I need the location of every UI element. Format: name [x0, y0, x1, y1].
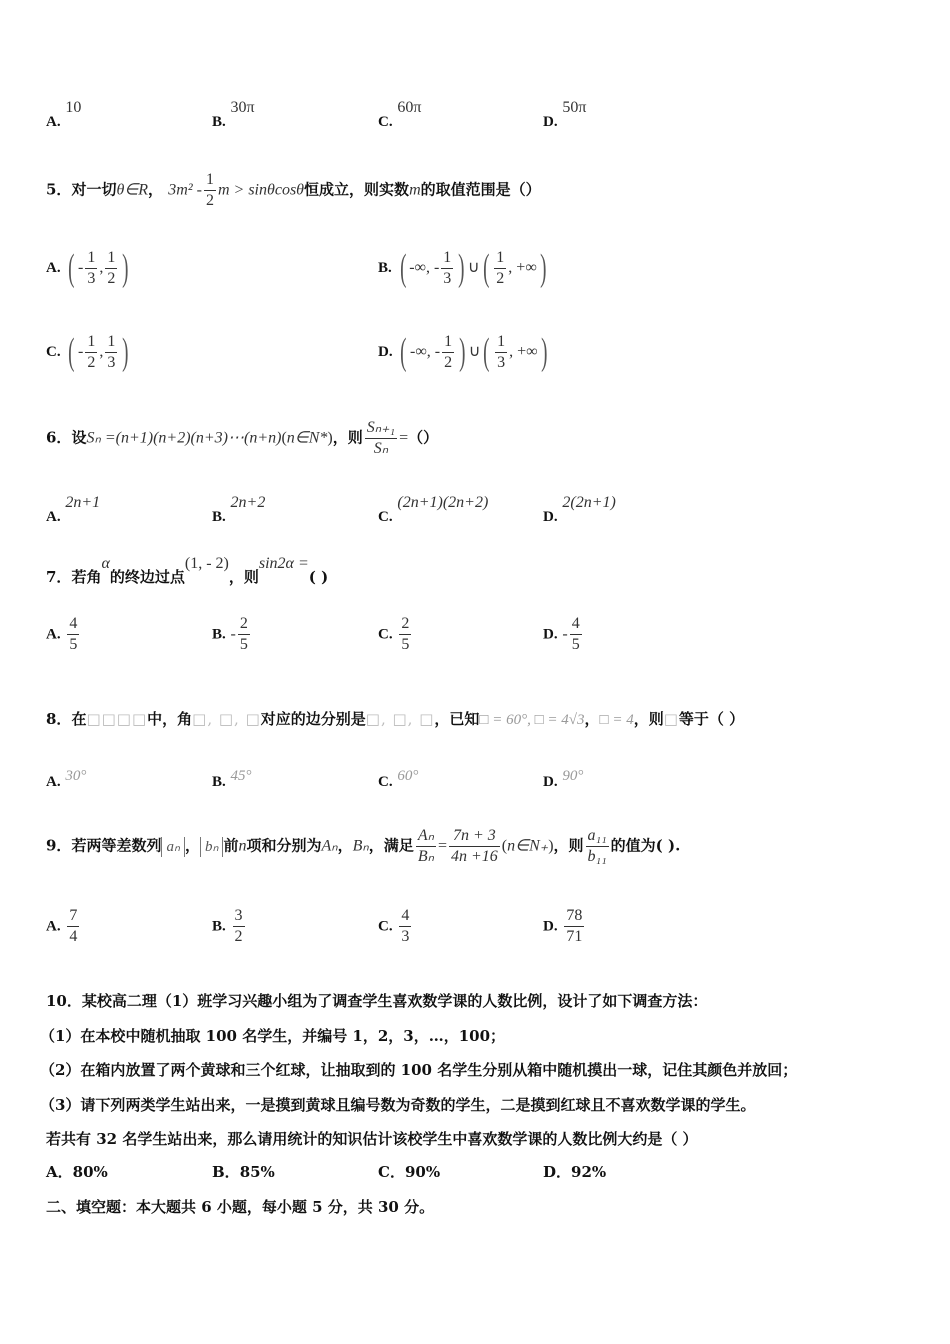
q7-text: 的终边过点: [109, 568, 185, 586]
q7-expr: sin2α =: [258, 555, 309, 572]
q6-frac: [365, 418, 397, 459]
option-label: D.: [543, 509, 558, 525]
frac-den: 2: [444, 353, 453, 371]
q9-option-a: [46, 906, 81, 947]
option-value: (2n+1)(2n+2): [397, 494, 489, 511]
q9-text: 前: [223, 836, 239, 855]
q6-eq: =: [399, 429, 409, 447]
q9-text: 的值为( ).: [610, 836, 681, 855]
option-value: 45°: [230, 768, 252, 784]
frac-num: 1: [204, 170, 216, 191]
q8-text: 在: [71, 710, 87, 728]
q10-option-c: [378, 1161, 440, 1182]
q4-option-b: [212, 99, 255, 131]
q9-option-b: [212, 906, 247, 947]
q7-alpha: α: [101, 555, 110, 572]
q7-option-c: [378, 614, 413, 655]
q9-text: 若两等差数列: [71, 836, 162, 855]
q6-text: 设: [71, 428, 87, 447]
frac-den: 3: [107, 353, 116, 371]
frac-num: 1: [441, 248, 453, 269]
q4-option-d: [543, 99, 587, 131]
q5-text: 恒成立，则实数: [304, 180, 410, 199]
option-label: D.: [543, 626, 558, 643]
option-value: 90%: [404, 1163, 441, 1181]
q5-ineq-frac: [204, 170, 216, 211]
q9-n: n: [238, 837, 247, 855]
frac-den: 3: [401, 928, 410, 945]
q5-stem: [46, 170, 541, 211]
opt-pre: -∞, -: [410, 343, 441, 360]
q6-option-a: [46, 494, 101, 526]
frac-den: 71: [566, 928, 583, 945]
option-value: 30π: [230, 99, 255, 116]
frac-num: 1: [85, 332, 97, 353]
option-label: A.: [46, 918, 61, 935]
option-frac: [564, 906, 584, 947]
q10-line-3: （2）在箱内放置了两个黄球和三个红球，让抽取到的 100 名学生分别从箱中随机摸出一球，记住其颜色并放回；: [40, 1061, 798, 1079]
frac-num: Aₙ: [416, 826, 436, 847]
option-frac: [399, 614, 411, 655]
opt-frac: [85, 248, 97, 289]
option-frac: [67, 906, 79, 947]
frac-num: a₁₁: [586, 826, 609, 847]
option-sign: -: [562, 625, 568, 643]
frac-den: 5: [401, 636, 410, 653]
option-label: B.: [212, 509, 226, 525]
opt-post: , +∞: [509, 343, 538, 360]
q9-text: ，: [337, 836, 353, 855]
option-label: B.: [212, 918, 226, 935]
q7-option-a: [46, 614, 81, 655]
option-value: 80%: [72, 1163, 108, 1181]
q9-frac: [586, 826, 609, 867]
frac-num: 2: [238, 614, 250, 635]
q8-text: 对应的边分别是: [260, 710, 366, 728]
q10-option-a: [46, 1161, 108, 1182]
q8-placeholder: □□□□: [86, 710, 148, 728]
option-label: C.: [46, 344, 61, 360]
opt-union: ∪: [468, 343, 481, 360]
q10-line-5: 若共有 32 名学生站出来，那么请用统计的知识估计该校学生中喜欢数学课的人数比例大约是（ ）: [46, 1130, 698, 1148]
option-value: 50π: [562, 99, 587, 116]
option-frac: [570, 614, 582, 655]
q5-option-a: A. ( - $\frac{1}{3}$ , $\frac{1}{2}$ ): [46, 247, 129, 289]
option-label: C.: [378, 918, 393, 935]
option-value: 2n+2: [230, 494, 266, 511]
opt-frac: [441, 248, 453, 289]
option-label: D.: [378, 344, 393, 360]
frac-den: 5: [571, 636, 580, 653]
option-label: B.: [378, 260, 392, 276]
q5-ineq-a: 3m² -: [168, 181, 202, 199]
frac-den: 5: [69, 636, 78, 653]
q6-option-d: [543, 494, 616, 526]
opt-sep: ,: [99, 343, 104, 360]
q10-line-4: （3）请下列两类学生站出来，一是摸到黄球且编号数为奇数的学生，二是摸到红球且不喜欢数学课的学生。: [40, 1096, 756, 1114]
q6-option-b: [212, 494, 266, 526]
q5-ineq-b: m > sinθcosθ: [217, 181, 305, 199]
option-sign: -: [230, 625, 236, 643]
q7-text: ，则: [228, 568, 259, 586]
opt-pre: -: [78, 343, 84, 360]
frac-num: 1: [85, 248, 97, 269]
frac-num: 1: [494, 248, 506, 269]
q9-frac: [449, 826, 500, 867]
q8-condition: □ = 4: [599, 712, 634, 728]
q9-text: ，: [184, 836, 200, 855]
option-value: 30°: [65, 768, 87, 784]
q9-an: aₙ: [161, 837, 184, 857]
q6-cond: n∈N*: [286, 429, 328, 447]
q7-text: ( ): [308, 568, 329, 586]
frac-num: 1: [495, 332, 507, 353]
option-frac: [233, 906, 245, 947]
frac-den: 3: [497, 353, 506, 371]
q7-stem: [46, 555, 329, 587]
option-label: D.: [543, 114, 558, 130]
q9-cond: n∈N₊: [507, 837, 549, 855]
q6-number: 6．: [46, 428, 72, 447]
option-label: A.: [46, 114, 61, 130]
option-label: A.: [46, 626, 61, 643]
q8-placeholder: □, □, □: [192, 710, 261, 728]
option-label: B.: [212, 114, 226, 130]
frac-num: 3: [233, 906, 245, 927]
q8-number: 8．: [46, 710, 72, 728]
frac-den: 4: [69, 928, 78, 945]
frac-num: 1: [105, 332, 117, 353]
opt-sep: ,: [99, 259, 104, 276]
option-value: 2n+1: [65, 494, 101, 511]
q6-text: （）: [408, 428, 439, 447]
q6-text: ，则: [332, 428, 363, 447]
q8-placeholder: □, □, □: [365, 710, 435, 728]
q8-text: 中，角: [147, 710, 193, 728]
q5-m: m: [409, 181, 421, 199]
option-label: B.: [212, 774, 226, 790]
frac-den: 3: [87, 269, 96, 287]
frac-num: 4: [570, 614, 582, 635]
option-label: C.: [378, 774, 393, 790]
option-value: 2(2n+1): [562, 494, 616, 511]
q10-line-2: （1）在本校中随机抽取 100 名学生，并编号 1，2，3，…，100；: [40, 1027, 506, 1045]
option-label: A．: [46, 1163, 73, 1181]
frac-den: 2: [107, 269, 116, 287]
q8-option-a: [46, 768, 87, 791]
opt-frac: [494, 248, 506, 289]
opt-frac: [105, 332, 117, 373]
option-label: A.: [46, 509, 61, 525]
q5-text: 的取值范围是（）: [420, 180, 541, 199]
option-value: 90°: [562, 768, 584, 784]
q5-option-c: C. ( - $\frac{1}{2}$ , $\frac{1}{3}$ ): [46, 331, 129, 373]
q8-option-d: [543, 768, 584, 791]
frac-num: 78: [564, 906, 584, 927]
frac-num: 4: [399, 906, 411, 927]
frac-num: 7: [67, 906, 79, 927]
opt-pre: -∞, -: [409, 259, 440, 276]
frac-num: 4: [67, 614, 79, 635]
q9-An: Aₙ: [321, 837, 338, 855]
opt-post: , +∞: [508, 259, 537, 276]
q9-text: ，则: [553, 836, 584, 855]
q7-option-b: [212, 614, 252, 655]
q10-option-b: [212, 1161, 275, 1182]
q8-text: 等于（ ）: [678, 710, 745, 728]
frac-num: 1: [105, 248, 117, 269]
opt-frac: [495, 332, 507, 373]
option-value: 10: [65, 99, 82, 116]
option-value: 60π: [397, 99, 422, 116]
q5-number: 5．: [46, 180, 72, 199]
q8-text: ，则: [633, 710, 664, 728]
option-value: 92%: [571, 1163, 607, 1181]
q7-text: 若角: [71, 568, 102, 586]
option-frac: [238, 614, 250, 655]
frac-num: 1: [442, 332, 454, 353]
q9-option-d: [543, 906, 586, 947]
option-value: 60°: [397, 768, 419, 784]
q7-point: (1, - 2): [184, 555, 229, 572]
section-2-heading: 二、填空题：本大题共 6 小题，每小题 5 分，共 30 分。: [46, 1198, 435, 1216]
option-frac: [67, 614, 79, 655]
option-label: A.: [46, 774, 61, 790]
option-value: 85%: [239, 1163, 275, 1181]
q5-text: 对一切: [71, 180, 117, 199]
q4-option-c: [378, 99, 422, 131]
q5-text: ，: [148, 180, 164, 199]
q4-option-a: [46, 99, 82, 131]
frac-num: 2: [399, 614, 411, 635]
frac-den: Sₙ: [373, 440, 389, 457]
q8-text: ，已知: [434, 710, 480, 728]
q9-stem: 9．若两等差数列 aₙ ， bₙ 前n项和分别为Aₙ，Bₙ，满足 $\frac{\text{Aₙ}}{\text{Bₙ}}$ = $\frac{7n + 3}{4n +16}$ (n∈N₊)，则 $\frac{\text{a₁₁}}{\text{b₁₁}}$ 的值为( ).: [46, 827, 681, 865]
q10-line-1: 10．某校高二理（1）班学习兴趣小组为了调查学生喜欢数学课的人数比例，设计了如下调查方法：: [46, 992, 708, 1010]
q7-option-d: [543, 614, 584, 655]
q9-text: ，满足: [368, 836, 414, 855]
option-label: C．: [378, 1163, 405, 1181]
q6-stem: 6．设Sₙ =(n+1)(n+2)(n+3)⋯(n+n)(n∈N*)，则 $\frac{\text{Sₙ₊₁}}{\text{Sₙ}}$ =（）: [46, 419, 439, 457]
option-label: A.: [46, 260, 61, 276]
q8-option-c: [378, 768, 419, 791]
frac-num: Sₙ₊₁: [365, 418, 397, 439]
q7-number: 7．: [46, 568, 72, 586]
option-label: D.: [543, 774, 558, 790]
opt-frac: [105, 248, 117, 289]
q9-Bn: Bₙ: [352, 837, 369, 855]
opt-union: ∪: [467, 259, 480, 276]
q8-text: ，: [584, 710, 600, 728]
q9-number: 9．: [46, 836, 72, 855]
frac-den: 2: [234, 928, 243, 945]
opt-pre: -: [78, 259, 84, 276]
q10-option-d: [543, 1161, 606, 1182]
q5-option-d: D. ( -∞, - $\frac{1}{2}$ ) ∪( $\frac{1}{3}$ , +∞): [378, 331, 548, 373]
q6-option-c: [378, 494, 489, 526]
frac-den: b₁₁: [587, 848, 607, 865]
frac-den: 2: [87, 353, 96, 371]
q8-placeholder: □: [663, 710, 679, 728]
q5-option-b: B. ( -∞, - $\frac{1}{3}$ ) ∪( $\frac{1}{2}$ , +∞): [378, 247, 547, 289]
option-label: D．: [543, 1163, 572, 1181]
opt-frac: [85, 332, 97, 373]
q6-expr: Sₙ =(n+1)(n+2)(n+3)⋯(n+n): [86, 429, 282, 447]
option-label: B.: [212, 626, 226, 643]
frac-den: 5: [239, 636, 248, 653]
option-frac: [399, 906, 411, 947]
option-label: C.: [378, 114, 393, 130]
option-label: C.: [378, 509, 393, 525]
frac-den: 3: [443, 269, 452, 287]
q9-text: 项和分别为: [246, 836, 322, 855]
opt-frac: [442, 332, 454, 373]
q9-option-c: [378, 906, 413, 947]
q9-bn: bₙ: [200, 837, 223, 857]
option-label: C.: [378, 626, 393, 643]
option-label: B．: [212, 1163, 240, 1181]
frac-num: 7n + 3: [449, 826, 500, 847]
frac-den: 2: [496, 269, 505, 287]
q8-condition: □ = 60°, □ = 4√3: [479, 712, 585, 728]
frac-den: Bₙ: [417, 848, 434, 865]
option-label: D.: [543, 918, 558, 935]
q9-frac: [416, 826, 436, 867]
q8-stem: [46, 708, 744, 729]
frac-den: 4n +16: [451, 848, 498, 865]
q8-option-b: [212, 768, 252, 791]
q5-theta: θ∈R: [116, 181, 149, 199]
frac-den: 2: [205, 192, 214, 209]
q9-eq: =: [437, 837, 447, 855]
